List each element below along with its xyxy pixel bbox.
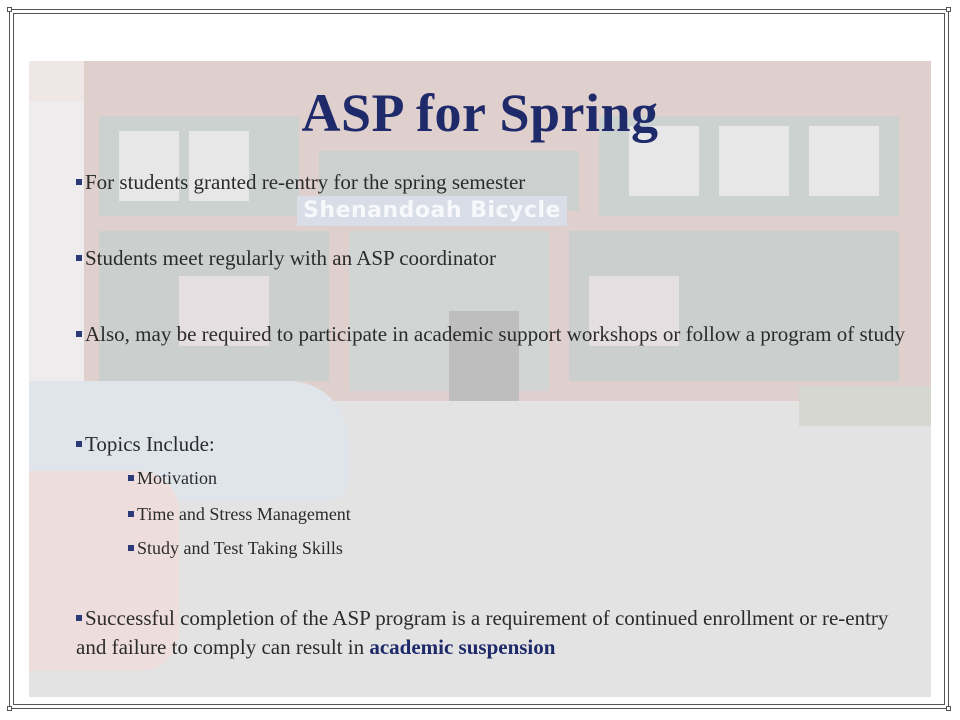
bullet-item	[76, 604, 896, 662]
bullet-marker-icon	[128, 511, 134, 517]
bullet-marker-icon	[76, 255, 82, 261]
corner-marker	[946, 7, 951, 12]
corner-marker	[7, 706, 12, 711]
background-photo	[29, 61, 931, 697]
corner-marker	[946, 706, 951, 711]
sub-bullet-text: Motivation	[137, 468, 217, 488]
bullet-item	[76, 430, 896, 459]
sub-bullet-item	[128, 502, 351, 526]
bullet-text: Topics Include:	[85, 432, 215, 456]
emphasis-text: academic suspension	[369, 635, 556, 659]
bullet-item	[76, 244, 896, 273]
bullet-marker-icon	[76, 331, 82, 337]
bullet-text: Successful completion of the ASP program is a requirement of continued enrollment or re-entry and failure to comply can result in	[76, 606, 889, 659]
bullet-text: Also, may be required to participate in academic support workshops or follow a program of study	[85, 322, 905, 346]
sub-bullet-text: Time and Stress Management	[137, 504, 351, 524]
bullet-text: Students meet regularly with an ASP coordinator	[85, 246, 496, 270]
bullet-marker-icon	[76, 615, 82, 621]
corner-marker	[7, 7, 12, 12]
bullet-text: For students granted re-entry for the spring semester	[85, 170, 526, 194]
sub-bullet-item	[128, 536, 343, 560]
sub-bullet-item	[128, 466, 217, 490]
bullet-item	[76, 320, 906, 349]
bullet-marker-icon	[128, 545, 134, 551]
bullet-marker-icon	[76, 441, 82, 447]
bullet-item	[76, 168, 896, 197]
sub-bullet-text: Study and Test Taking Skills	[137, 538, 343, 558]
slide-title: ASP for Spring	[301, 83, 659, 143]
bullet-marker-icon	[76, 179, 82, 185]
bullet-marker-icon	[128, 475, 134, 481]
